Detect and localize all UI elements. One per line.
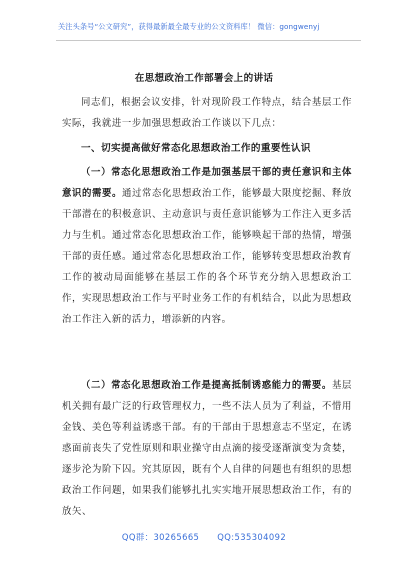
- footer-qq-group: QQ群：30265665: [121, 532, 200, 542]
- section-heading: 一、切实提高做好常态化思想政治工作的重要性认识: [81, 143, 311, 154]
- paragraph-1-lead: （一）常态化思想政治工作是加强基层干部的责任意识和主体意识的需要。: [62, 167, 352, 199]
- header-banner: 关注头条号“公文研究”，获得最新最全最专业的公文资料库！ 微信：gongwenyj: [58, 22, 320, 31]
- paragraph-1: [62, 162, 352, 330]
- paragraph-1-body: 通过常态化思想政治工作，能够最大限度挖掘、释放干部潜在的积极意识、主动意识与责任意识能够为工作注入更多活力与生机。通过常态化思想政治工作，能够唤起干部的热情，增强干部的责任感。通过常态化思想政治工作，能够转变思想政治教育工作的被动局面能够在基层工作的各个环节充分纳入思想政治工作，实现思想政治工作与平时业务工作的有机结合，以此为思想政治工作注入新的活力，增添新的内容。: [62, 188, 352, 325]
- intro-paragraph: 同志们，根据会议安排，针对现阶段工作特点，结合基层工作实际，我就进一步加强思想政治工作谈以下几点：: [62, 97, 352, 129]
- footer-qq: QQ:535304092: [217, 532, 287, 542]
- paragraph-2-lead: （二）常态化思想政治工作是提高抵制诱惑能力的需要。: [81, 380, 332, 391]
- document-title: 在思想政治工作部署会上的讲话: [134, 73, 274, 84]
- footer-banner: [0, 531, 408, 543]
- paragraph-2: [62, 375, 352, 522]
- header-divider: [56, 40, 361, 41]
- paragraph-2-body: 基层机关拥有最广泛的行政管理权力，一些不法人员为了利益，不惜用金钱、美色等利益诱惑干部。有的干部由于思想意志不坚定，在诱惑面前丧失了党性原则和职业操守由点滴的接受逐渐演变为贪婪，逐步沦为阶下囚。究其原因，既有个人自律的问题也有组织的思想政治工作问题，如果我们能够扎扎实实地开展思想政治工作，有的放矢、: [62, 380, 352, 517]
